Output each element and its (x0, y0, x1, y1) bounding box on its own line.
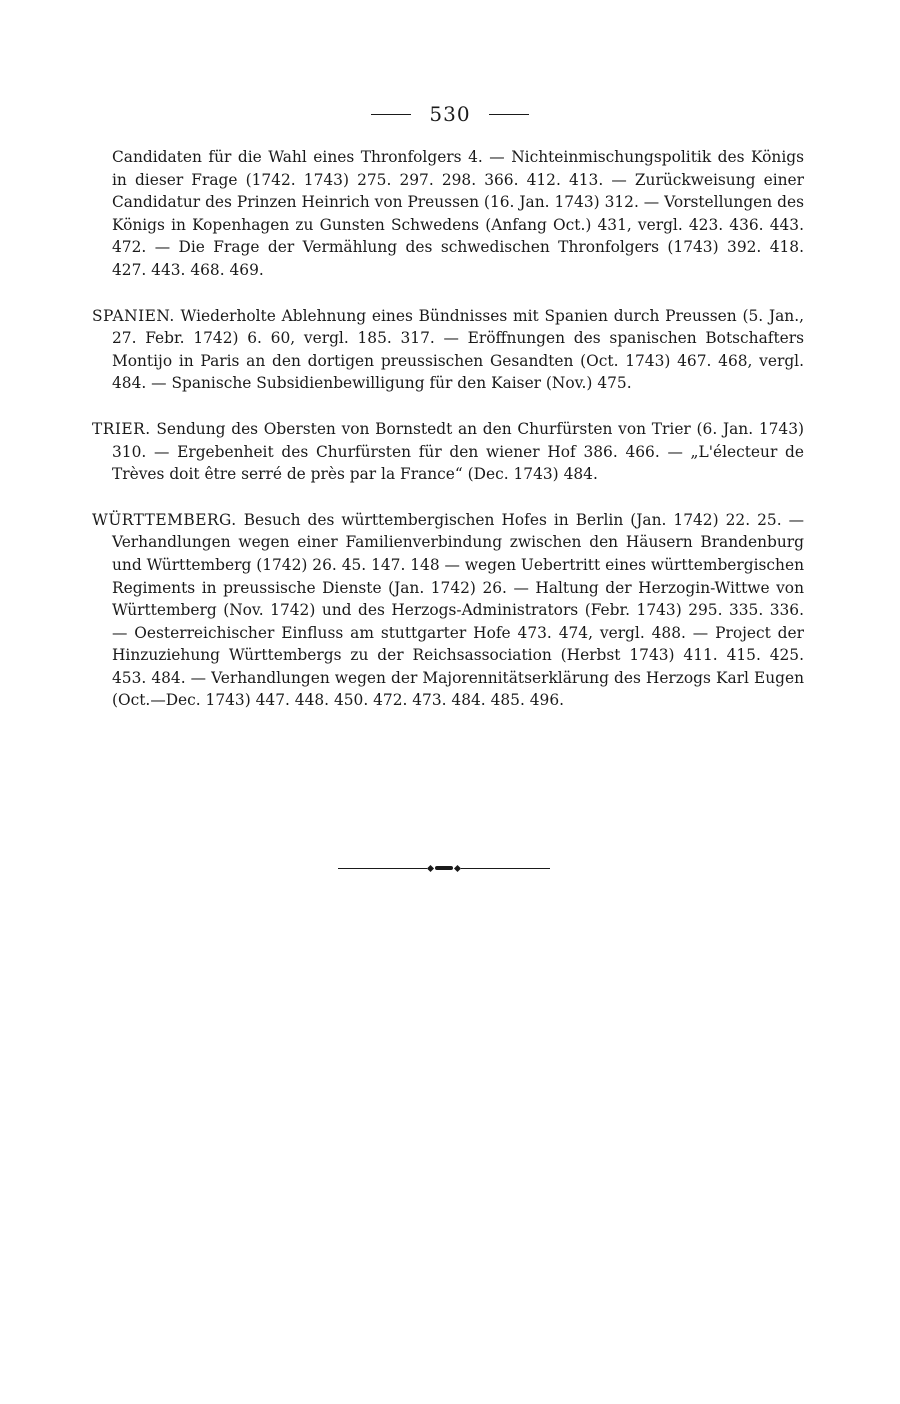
index-entry-wuerttemberg (92, 509, 804, 712)
ornament-center-icon (427, 866, 461, 871)
header-dash-left (371, 114, 411, 115)
index-entry-trier (92, 418, 804, 486)
entry-heading: SPANIEN. (92, 306, 175, 325)
index-entry-schweden-continued (92, 146, 804, 282)
page-number: 530 (429, 102, 471, 126)
index-entry-spanien (92, 305, 804, 395)
ornament-diamond-icon (454, 864, 461, 871)
entry-text: Sendung des Obersten von Bornstedt an den Churfürsten von Trier (6. Jan. 1743) 310. — Ergebenheit des Churfürsten für den wiener Hof 386. 466. — „L'électeur de Trèves doit être serré de près par la France“ (Dec. 1743) 484. (112, 419, 804, 484)
header-dash-right (489, 114, 529, 115)
ornament-knot-icon (435, 866, 453, 870)
page-header (0, 102, 900, 126)
entry-heading: WÜRTTEMBERG. (92, 510, 237, 529)
entry-text: Besuch des württembergischen Hofes in Berlin (Jan. 1742) 22. 25. — Verhandlungen wegen einer Familienverbindung zwischen den Häusern Brandenburg und Württemberg (1742) 26. 45. 147. 148 — wegen Uebertritt eines württembergischen Regiments in preussische Dienste (Jan. 1742) 26. — Haltung der Herzogin-Wittwe von Württemberg (Nov. 1742) und des Herzogs-Administrators (Febr. 1743) 295. 335. 336. — Oesterreichischer Einfluss am stuttgarter Hofe 473. 474, vergl. 488. — Project der Hinzuziehung Württembergs zu der Reichsassociation (Herbst 1743) 411. 415. 425. 453. 484. — Verhandlungen wegen der Majorennitätserklärung des Herzogs Karl Eugen (Oct.—Dec. 1743) 447. 448. 450. 472. 473. 484. 485. 496. (112, 510, 804, 710)
ornament-rule-left (338, 868, 427, 869)
entry-text: Wiederholte Ablehnung eines Bündnisses mit Spanien durch Preussen (5. Jan., 27. Febr. 1742) 6. 60, vergl. 185. 317. — Eröffnungen des spanischen Botschafters Montijo in Paris an den dortigen preussischen Gesandten (Oct. 1743) 467. 468, vergl. 484. — Spanische Subsidienbewilligung für den Kaiser (Nov.) 475. (112, 306, 804, 393)
index-content (92, 146, 804, 735)
ornament-diamond-icon (427, 864, 434, 871)
ornament-rule-right (461, 868, 550, 869)
entry-heading: TRIER. (92, 419, 151, 438)
entry-text: Candidaten für die Wahl eines Thronfolgers 4. — Nichteinmischungspolitik des Königs in dieser Frage (1742. 1743) 275. 297. 298. 366. 412. 413. — Zurückweisung einer Candidatur des Prinzen Heinrich von Preussen (16. Jan. 1743) 312. — Vorstellungen des Königs in Kopenhagen zu Gunsten Schwedens (Anfang Oct.) 431, vergl. 423. 436. 443. 472. — Die Frage der Vermählung des schwedischen Thronfolgers (1743) 392. 418. 427. 443. 468. 469. (112, 148, 804, 279)
end-ornament (338, 861, 550, 875)
